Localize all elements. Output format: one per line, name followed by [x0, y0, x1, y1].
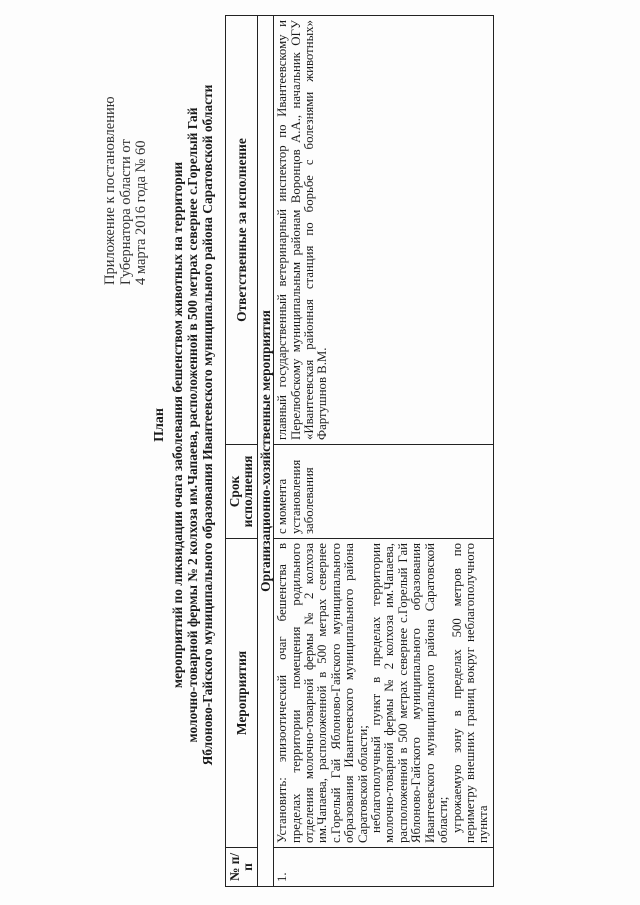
document-title — [152, 15, 215, 835]
header-activities: Мероприятия — [226, 539, 258, 848]
activity-paragraph: Установить: эпизоотический очаг бешенства в пределах территории помещения родильного отделения молочно-товарной фермы № 2 колхоза им.Чапаева, расположенной в 500 метрах севернее с.Горелый Гай Яблоново-Гайского муниципального образования Ивантеевского муниципального района Саратовской области; — [275, 543, 370, 843]
section-title: Организационно-хозяйственные мероприятия — [257, 16, 273, 887]
appendix-line-1: Приложение к постановлению — [102, 96, 118, 285]
appendix-note — [103, 35, 150, 285]
section-row — [257, 16, 273, 887]
activity-paragraph: неблагополучный пункт в пределах территории молочно-товарной фермы № 2 колхоза им.Чапаева, расположенной в 500 метрах севернее с.Горелый Гай Яблоново-Гайского муниципального образования Ивантеевского муниципального района Саратовской области; — [369, 543, 451, 843]
title-plan: План — [152, 408, 167, 442]
appendix-line-3: 4 марта 2016 года № 60 — [133, 140, 149, 285]
table-row — [274, 16, 494, 887]
activity-paragraph: угрожаемую зону в пределах 500 метров по периметру внешних границ вокруг неблагополучного пункта — [449, 543, 491, 843]
title-line-1: мероприятий по ликвидации очага заболевания бешенством животных на территории — [170, 161, 185, 689]
title-line-3: Яблоново-Гайского муниципального образования Ивантеевского муниципального района Саратовской области — [200, 84, 215, 766]
header-num: № п/п — [226, 848, 258, 887]
row-responsible: главный государственный ветеринарный инспектор по Ивантеевскому и Перелюбскому муниципальным районам Воронцов А.А., начальник ОГУ «Ивантеевская районная станция по борьбе с болезнями животных» Фартушнов В.М. — [274, 16, 494, 445]
header-responsible: Ответственные за исполнение — [226, 16, 258, 445]
title-line-2: молочно-товарной фермы № 2 колхоза им.Чапаева, расположенной в 500 метрах севернее с.Горелый Гай — [185, 107, 200, 743]
row-term: с момента установления заболевания — [274, 445, 494, 539]
row-num: 1. — [274, 848, 494, 887]
appendix-line-2: Губернатора области от — [117, 139, 134, 285]
header-term: Срок исполнения — [226, 445, 258, 539]
table-header-row — [226, 16, 258, 887]
row-activities — [274, 539, 494, 848]
plan-table — [225, 15, 494, 887]
